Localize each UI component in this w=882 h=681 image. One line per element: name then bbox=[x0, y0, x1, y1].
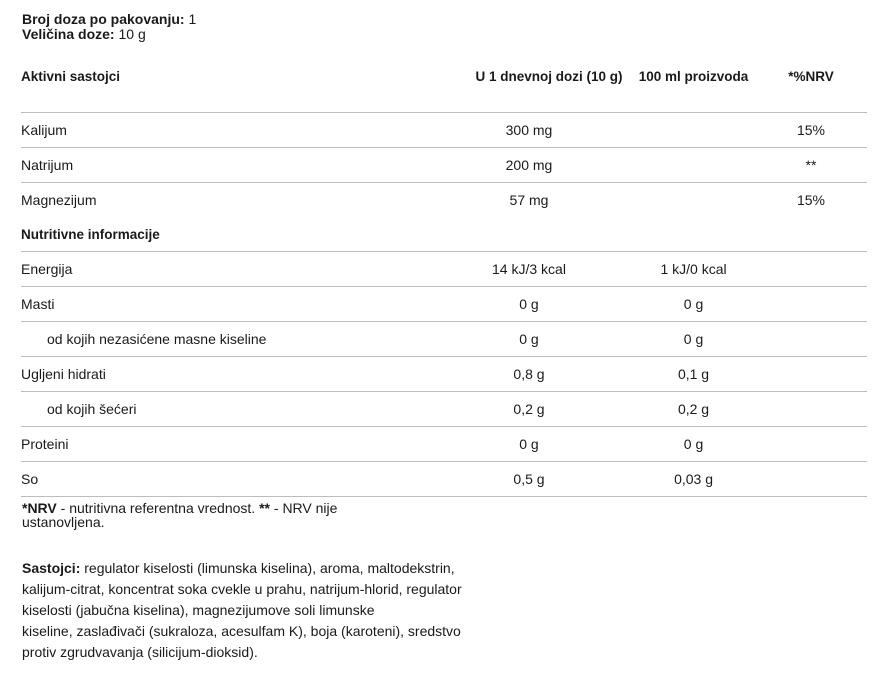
row-name: Masti bbox=[21, 287, 426, 322]
row-per100 bbox=[632, 148, 755, 183]
table-row bbox=[21, 113, 867, 148]
ingredients-text bbox=[22, 558, 522, 663]
serving-info bbox=[22, 12, 196, 42]
row-nrv bbox=[755, 462, 867, 497]
table-row bbox=[21, 392, 867, 427]
row-per100: 0,03 g bbox=[632, 462, 755, 497]
table-row bbox=[21, 357, 867, 392]
header-nrv: *%NRV bbox=[788, 69, 834, 84]
doses-label: Broj doza po pakovanju: bbox=[22, 11, 185, 27]
row-nrv bbox=[755, 392, 867, 427]
header-active-ingredients: Aktivni sastojci bbox=[21, 69, 121, 84]
serving-size bbox=[22, 27, 196, 42]
ingredients-line bbox=[22, 558, 522, 579]
row-name: Energija bbox=[21, 252, 426, 287]
row-name: Natrijum bbox=[21, 148, 426, 183]
row-per100: 1 kJ/0 kcal bbox=[632, 252, 755, 287]
table-row bbox=[21, 183, 867, 218]
row-dose: 57 mg bbox=[426, 183, 632, 218]
ingredients-line: kalijum-citrat, koncentrat soka cvekle u prahu, natrijum-hlorid, regulator bbox=[22, 581, 462, 597]
row-name: Kalijum bbox=[21, 113, 426, 148]
row-dose: 0,5 g bbox=[426, 462, 632, 497]
row-per100 bbox=[632, 183, 755, 218]
ingredients-label: Sastojci: bbox=[22, 560, 81, 576]
row-per100: 0,2 g bbox=[632, 392, 755, 427]
row-per100: 0 g bbox=[632, 322, 755, 357]
table-row bbox=[21, 427, 867, 462]
row-name: Ugljeni hidrati bbox=[21, 357, 426, 392]
header-daily-dose: U 1 dnevnoj dozi (10 g) bbox=[475, 69, 623, 84]
section-title: Nutritivne informacije bbox=[21, 226, 160, 242]
doses-value: 1 bbox=[188, 11, 197, 27]
row-dose: 0 g bbox=[426, 287, 632, 322]
table-row bbox=[21, 287, 867, 322]
row-dose: 14 kJ/3 kcal bbox=[426, 252, 632, 287]
row-nrv bbox=[755, 252, 867, 287]
row-per100: 0,1 g bbox=[632, 357, 755, 392]
row-name: Magnezijum bbox=[21, 183, 426, 218]
row-nrv bbox=[755, 357, 867, 392]
nrv-definition: - nutritivna referentna vrednost. bbox=[56, 500, 260, 516]
row-nrv: ** bbox=[755, 148, 867, 183]
ingredients-line: protiv zgrudvavanja (silicijum-dioksid). bbox=[22, 644, 258, 660]
ingredients-line: kiselosti (jabučna kiselina), magnezijumove soli limunske bbox=[22, 602, 375, 618]
row-dose: 0,2 g bbox=[426, 392, 632, 427]
table-row bbox=[21, 322, 867, 357]
row-name: Proteini bbox=[21, 427, 426, 462]
row-per100: 0 g bbox=[632, 427, 755, 462]
table-row bbox=[21, 148, 867, 183]
row-per100: 0 g bbox=[632, 287, 755, 322]
row-dose: 0,8 g bbox=[426, 357, 632, 392]
row-nrv bbox=[755, 427, 867, 462]
row-nrv bbox=[755, 322, 867, 357]
row-nrv bbox=[755, 287, 867, 322]
ingredients-line: kiseline, zaslađivači (sukraloza, acesulfam K), boja (karoteni), sredstvo bbox=[22, 623, 461, 639]
section-header-row bbox=[21, 217, 867, 252]
row-dose: 200 mg bbox=[426, 148, 632, 183]
header-per-100ml: 100 ml proizvoda bbox=[638, 69, 749, 84]
table-row bbox=[21, 252, 867, 287]
nrv-footnote bbox=[22, 501, 392, 529]
nr-marker: ** bbox=[259, 500, 270, 516]
row-dose: 300 mg bbox=[426, 113, 632, 148]
row-name: So bbox=[21, 462, 426, 497]
row-nrv: 15% bbox=[755, 113, 867, 148]
row-nrv: 15% bbox=[755, 183, 867, 218]
row-dose: 0 g bbox=[426, 322, 632, 357]
row-name: od kojih nezasićene masne kiseline bbox=[21, 322, 426, 357]
doses-per-package bbox=[22, 12, 196, 27]
nrv-marker: *NRV bbox=[22, 500, 57, 516]
size-label: Veličina doze: bbox=[22, 26, 115, 42]
row-dose: 0 g bbox=[426, 427, 632, 462]
ingredients-line-text: regulator kiselosti (limunska kiselina), aroma, maltodekstrin, bbox=[80, 560, 455, 576]
row-per100 bbox=[632, 113, 755, 148]
table-row bbox=[21, 462, 867, 497]
nutrition-table bbox=[21, 66, 867, 497]
size-value: 10 g bbox=[118, 26, 146, 42]
table-header bbox=[21, 66, 867, 113]
row-name: od kojih šećeri bbox=[21, 392, 426, 427]
nr-definition: - NRV nije ustanovljena. bbox=[22, 500, 338, 530]
